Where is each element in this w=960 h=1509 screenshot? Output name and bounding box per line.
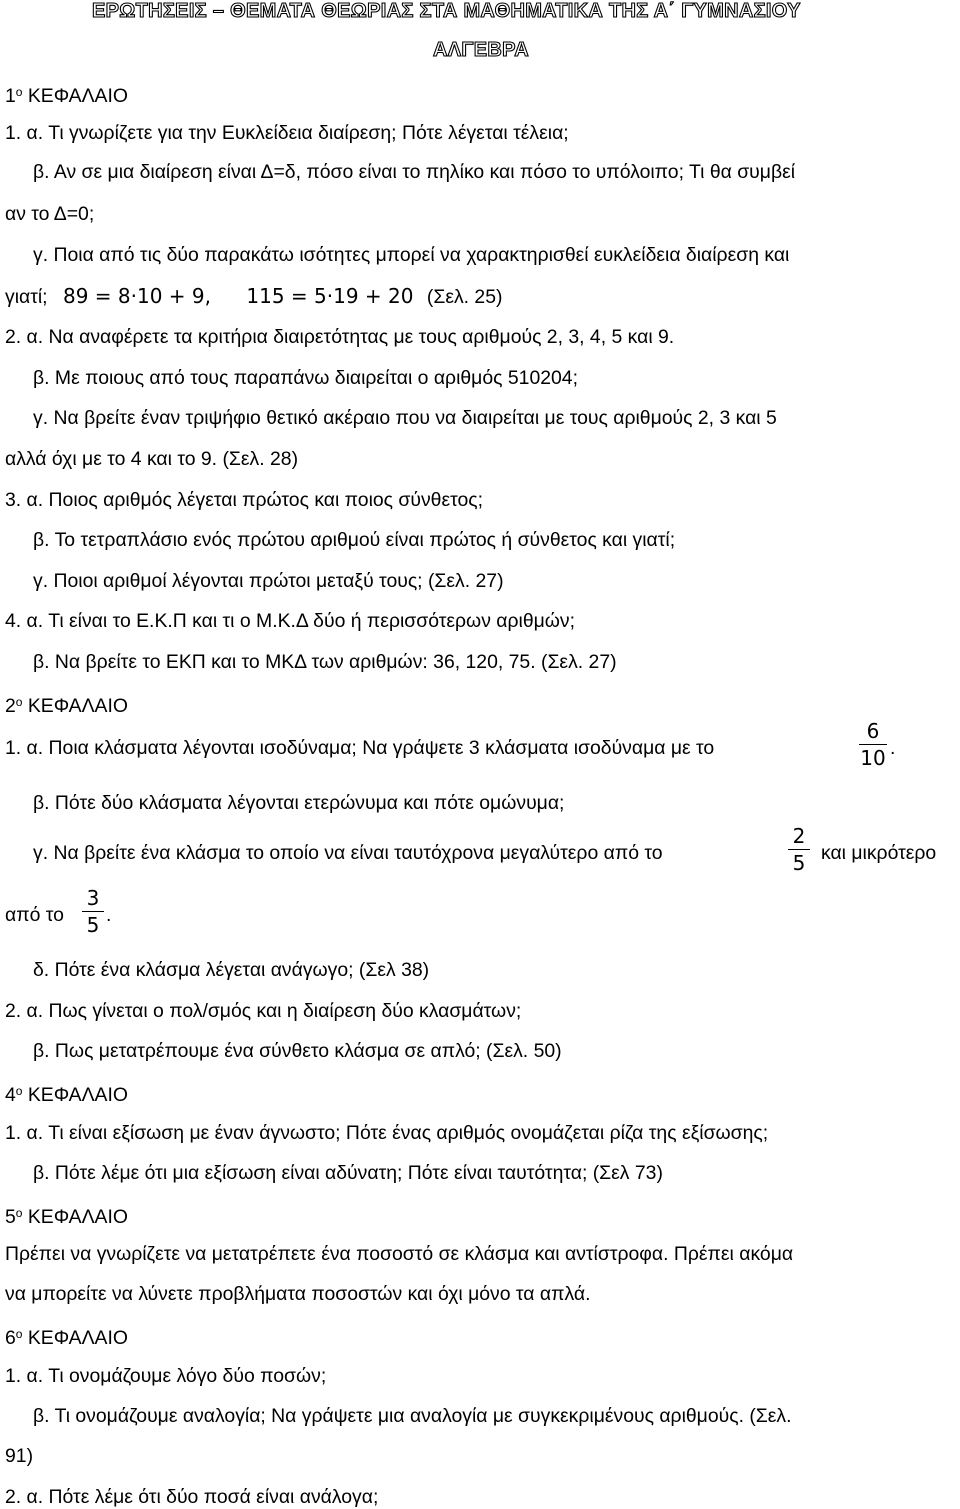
ch1-question-1a: 1. α. Τι γνωρίζετε για την Ευκλείδεια διαίρεση; Πότε λέγεται τέλεια; [5,122,569,144]
fraction-bar [859,744,887,745]
ch1-question-3b: β. Το τετραπλάσιο ενός πρώτου αριθμού είναι πρώτος ή σύνθετος και γιατί; [33,529,676,551]
ch2-question-2b: β. Πως μετατρέπουμε ένα σύνθετο κλάσμα σε απλό; (Σελ. 50) [33,1040,562,1062]
ch2-question-1b: β. Πότε δύο κλάσματα λέγονται ετερώνυμα και πότε ομώνυμα; [33,792,565,814]
chapter-2-heading [5,690,128,718]
ch1-question-4b: β. Να βρείτε το ΕΚΠ και το ΜΚΔ των αριθμών: 36, 120, 75. (Σελ. 27) [33,651,617,673]
ch5-paragraph-line2: να μπορείτε να λύνετε προβλήματα ποσοστών και όχι μόνο τα απλά. [5,1283,591,1305]
fraction-bar [788,849,810,850]
ch4-question-1b: β. Πότε λέμε ότι μια εξίσωση είναι αδύνατη; Πότε είναι ταυτότητα; (Σελ 73) [33,1162,663,1184]
chapter-2-label: ΚΕΦΑΛΑΙΟ [27,695,128,717]
ch5-paragraph-line1: Πρέπει να γνωρίζετε να μετατρέπετε ένα ποσοστό σε κλάσμα και αντίστροφα. Πρέπει ακόμα [5,1243,794,1265]
ch1-question-1b-line2: αν το Δ=0; [5,203,95,225]
ch1-question-3a: 3. α. Ποιος αριθμός λέγεται πρώτος και ποιος σύνθετος; [5,489,483,511]
ch1-question-4a: 4. α. Τι είναι το Ε.Κ.Π και τι ο Μ.Κ.Δ δύο ή περισσότερων αριθμών; [5,610,576,632]
ch2-question-1c-line1: γ. Να βρείτε ένα κλάσμα το οποίο να είναι ταυτόχρονα μεγαλύτερο από το [33,842,663,864]
ch2-q1c-period: . [106,904,112,926]
fraction-numerator: 3 [86,886,100,910]
ch1-question-2a: 2. α. Να αναφέρετε τα κριτήρια διαιρετότητας με τους αριθμούς 2, 3, 4, 5 και 9. [5,326,675,348]
ch6-question-2a: 2. α. Πότε λέμε ότι δύο ποσά είναι ανάλογα; [5,1486,379,1508]
fraction-bar [82,911,104,912]
page-reference: (Σελ. 25) [426,286,503,308]
chapter-1-number: 1 [5,85,16,107]
equation-1: 89 = 8·10 + 9, [62,284,211,308]
fraction-numerator: 2 [792,824,806,848]
chapter-6-label: ΚΕΦΑΛΑΙΟ [27,1327,128,1349]
chapter-2-number: 2 [5,695,16,717]
ch1-question-1c-line1: γ. Ποια από τις δύο παρακάτω ισότητες μπορεί να χαρακτηρισθεί ευκλείδεια διαίρεση και [33,244,790,266]
chapter-5-heading [5,1201,128,1229]
page-subtitle: ΑΛΓΕΒΡΑ [433,39,529,61]
chapter-1-ordinal: ο [15,85,23,99]
chapter-6-number: 6 [5,1327,16,1349]
ch2-question-2a: 2. α. Πως γίνεται ο πολ/σμός και η διαίρεση δύο κλασμάτων; [5,1000,522,1022]
ch2-q1c-line1-end: και μικρότερο [821,842,937,864]
fraction-denominator: 10 [860,746,886,770]
chapter-6-ordinal: ο [15,1327,23,1341]
fraction-numerator: 6 [866,719,880,743]
ch6-question-1b-line1: β. Τι ονομάζουμε αναλογία; Να γράψετε μια αναλογία με συγκεκριμένους αριθμούς. (Σελ. [33,1405,792,1427]
ch2-question-1a: 1. α. Ποια κλάσματα λέγονται ισοδύναμα; Να γράψετε 3 κλάσματα ισοδύναμα με το [5,737,715,759]
fraction-denominator: 5 [86,913,100,937]
chapter-2-ordinal: ο [15,695,23,709]
ch1-question-2c-line1: γ. Να βρείτε έναν τριψήφιο θετικό ακέραιο που να διαιρείται με τους αριθμούς 2, 3 και 5 [33,407,777,429]
fraction-3-over-5 [82,887,104,936]
ch1-question-1c-line2 [5,284,502,309]
ch4-question-1a: 1. α. Τι είναι εξίσωση με έναν άγνωστο; Πότε ένας αριθμός ονομάζεται ρίζα της εξίσωσης; [5,1122,769,1144]
fraction-denominator: 5 [792,851,806,875]
ch6-question-1a: 1. α. Τι ονομάζουμε λόγο δύο ποσών; [5,1365,327,1387]
fraction-6-over-10 [859,720,887,769]
ch2-question-1c-line2: από το [5,904,64,926]
chapter-6-heading [5,1322,128,1350]
chapter-1-label: ΚΕΦΑΛΑΙΟ [27,85,128,107]
chapter-4-heading [5,1079,128,1107]
page-title: ΕΡΩΤΗΣΕΙΣ – ΘΕΜΑΤΑ ΘΕΩΡΙΑΣ ΣΤΑ ΜΑΘΗΜΑΤΙΚΑ ΤΗΣ Α΄ ΓΥΜΝΑΣΙΟΥ [92,0,801,22]
chapter-1-heading [5,80,128,108]
ch1-question-3c: γ. Ποιοι αριθμοί λέγονται πρώτοι μεταξύ τους; (Σελ. 27) [33,570,504,592]
ch2-q1a-period: . [890,737,896,759]
chapter-5-ordinal: ο [15,1206,23,1220]
chapter-4-ordinal: ο [15,1084,23,1098]
chapter-5-number: 5 [5,1206,16,1228]
fraction-2-over-5 [788,825,810,874]
ch1-question-2c-line2: αλλά όχι με το 4 και το 9. (Σελ. 28) [5,448,299,470]
ch2-question-1d: δ. Πότε ένα κλάσμα λέγεται ανάγωγο; (Σελ 38) [33,959,430,981]
chapter-5-label: ΚΕΦΑΛΑΙΟ [27,1206,128,1228]
ch6-question-1b-line2: 91) [5,1445,34,1467]
ch1-question-1b-line1: β. Αν σε μια διαίρεση είναι Δ=δ, πόσο είναι το πηλίκο και πόσο το υπόλοιπο; Τι θα συμβεί [33,161,796,183]
chapter-4-number: 4 [5,1084,16,1106]
ch1-q1c-prefix: γιατί; [5,286,48,308]
chapter-4-label: ΚΕΦΑΛΑΙΟ [27,1084,128,1106]
equation-2: 115 = 5·19 + 20 [246,284,414,308]
ch1-question-2b: β. Με ποιους από τους παραπάνω διαιρείται ο αριθμός 510204; [33,367,578,389]
